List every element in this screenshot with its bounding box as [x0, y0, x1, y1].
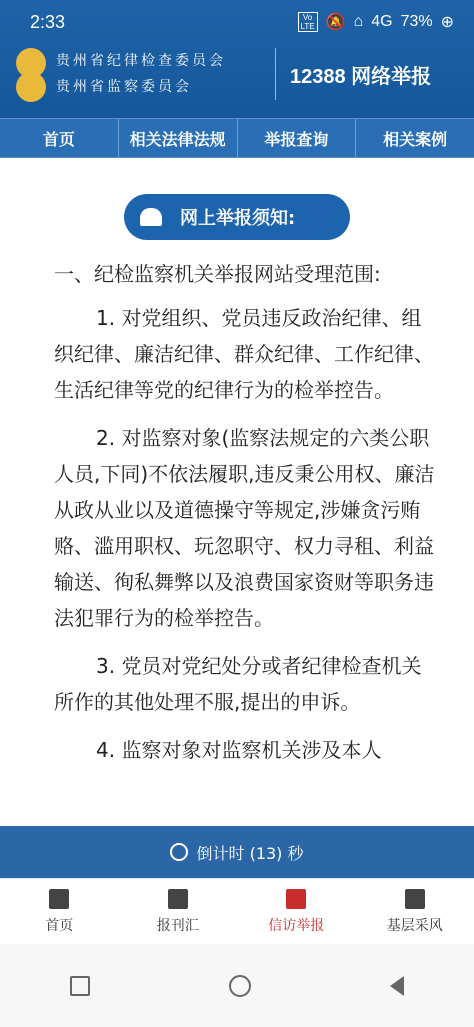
tab-home[interactable]: [0, 879, 119, 945]
hotline-label: 12388 网络举报: [290, 66, 432, 88]
nav-cases[interactable]: 相关案例: [383, 129, 448, 149]
notice-item-2: 2. 对监察对象(监察法规定的六类公职人员,下同)不依法履职,违反秉公用权、廉洁从政从业以及道德操守等规定,涉嫌贪污贿赂、滥用职权、玩忽职守、权力寻租、利益输送、徇私舞弊以及浪费国家资财等职务违法犯罪行为的检举控告。: [54, 426, 435, 630]
volte-icon: Vo LTE: [298, 12, 318, 32]
system-nav-bar: [0, 944, 474, 1027]
notice-title: 网上举报须知:: [180, 208, 296, 229]
document-icon: [49, 889, 69, 909]
tab-newspapers-label: 报刊汇: [156, 918, 199, 934]
notice-item-1: 1. 对党组织、党员违反政治纪律、组织纪律、廉洁纪律、群众纪律、工作纪律、生活纪律等党的纪律行为的检举控告。: [54, 306, 434, 402]
tab-report[interactable]: [237, 879, 356, 945]
org-name-1: 贵州省纪律检查委员会: [56, 53, 226, 69]
status-time: 2:33: [30, 12, 66, 32]
state-emblem-icon: [16, 72, 46, 102]
recent-apps-icon[interactable]: [70, 976, 90, 996]
notice-item-4: 4. 监察对象对监察机关涉及本人: [96, 738, 382, 762]
top-nav: [0, 118, 474, 158]
status-bar: [0, 0, 474, 44]
tab-report-label: 信访举报: [268, 918, 325, 934]
book-icon: [168, 889, 188, 909]
countdown-bar: [0, 826, 474, 878]
clock-icon: [170, 843, 188, 861]
org-name-2: 贵州省监察委员会: [56, 79, 192, 95]
header-divider: [275, 48, 276, 100]
wifi-icon: ⌂: [353, 13, 364, 30]
tab-grassroots-label: 基层采风: [386, 918, 443, 934]
nav-home[interactable]: 首页: [0, 119, 119, 157]
mute-icon: 🔕: [325, 14, 346, 31]
notice-banner: [124, 194, 350, 240]
battery-icon: ⊕: [440, 14, 454, 31]
section-title-1: 一、纪检监察机关举报网站受理范围:: [54, 262, 381, 286]
tab-home-label: 首页: [45, 918, 74, 934]
status-icons: [298, 12, 454, 32]
notice-content: [54, 256, 436, 780]
countdown-text: 倒计时 (13) 秒: [196, 843, 304, 863]
siren-icon: [140, 208, 162, 226]
notice-item-3: 3. 党员对党纪处分或者纪律检查机关所作的其他处理不服,提出的申诉。: [54, 654, 422, 714]
signal-icon: 4G: [371, 13, 393, 30]
pen-icon: [286, 889, 306, 909]
tab-newspapers[interactable]: [119, 879, 238, 945]
back-icon[interactable]: [390, 976, 404, 996]
nav-laws[interactable]: 相关法律法规: [119, 119, 238, 157]
app-header: [0, 0, 474, 118]
home-icon[interactable]: [229, 975, 251, 997]
list-icon: [405, 889, 425, 909]
nav-report-query[interactable]: 举报查询: [238, 119, 357, 157]
tab-grassroots[interactable]: [356, 879, 474, 945]
bottom-tab-bar: [0, 878, 474, 945]
battery-text: 73%: [400, 13, 433, 30]
